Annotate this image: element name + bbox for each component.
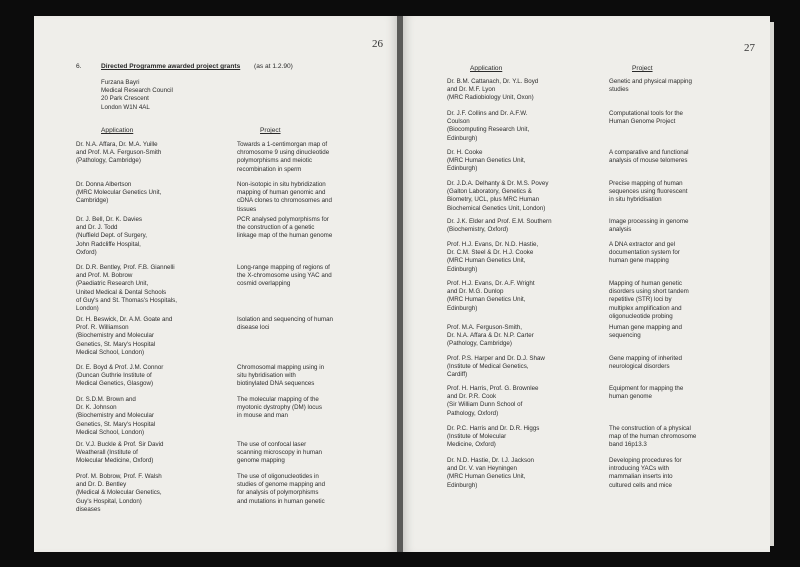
grant-project: Genetic and physical mapping studies: [609, 78, 692, 94]
grant-project: Towards a 1-centimorgan map of chromosome 9 using dinucleotide polymorphisms and meiotic recombination in sperm: [237, 141, 330, 173]
grant-project: A comparative and functional analysis of mouse telomeres: [609, 149, 689, 165]
grant-project: Non-isotopic in situ hybridization mapping of human genomic and cDNA clones to chromosomes and tissues: [237, 181, 332, 213]
grant-applicant: Dr. N.A. Affara, Dr. M.A. Yuille and Prof. M.A. Ferguson-Smith (Pathology, Cambridge): [76, 141, 162, 165]
grant-project: Mapping of human genetic disorders using short tandem repetitive (STR) loci by multiplex amplification and oligonucleotide probing: [609, 280, 689, 320]
grant-project: The construction of a physical map of the human chromosome band 16p13.3: [609, 425, 697, 449]
grant-project: The molecular mapping of the myotonic dystrophy (DM) locus in mouse and man: [237, 396, 322, 420]
grant-project: The use of oligonucleotides in studies of genome mapping and for analysis of polymorphisms and mutations in human genetic: [237, 473, 326, 505]
grant-project: Long-range mapping of regions of the X-chromosome using YAC and cosmid overlapping: [237, 264, 332, 288]
grant-project: The use of confocal laser scanning microscopy in human genome mapping: [237, 441, 322, 465]
grant-project: Computational tools for the Human Genome Project: [609, 110, 683, 126]
grant-project: Human gene mapping and sequencing: [609, 324, 682, 340]
grant-project: PCR analysed polymorphisms for the construction of a genetic linkage map of the human genome: [237, 216, 333, 240]
grant-project: Chromosomal mapping using in situ hybridisation with biotinylated DNA sequences: [237, 364, 325, 388]
grant-project: A DNA extractor and gel documentation system for human gene mapping: [609, 241, 680, 265]
column-header-application-left: Application: [101, 127, 134, 134]
grant-project: Gene mapping of inherited neurological disorders: [609, 355, 682, 371]
grant-applicant: Prof. M.A. Ferguson-Smith, Dr. N.A. Affara & Dr. N.P. Carter (Pathology, Cambridge): [447, 324, 534, 348]
grant-applicant: Dr. J. Bell, Dr. K. Davies and Dr. J. Todd (Nuffield Dept. of Surgery, John Radcliffe Hospital, Oxford): [76, 216, 147, 256]
page-edge: [770, 22, 774, 546]
grant-project: Equipment for mapping the human genome: [609, 385, 684, 401]
grant-applicant: Dr. B.M. Cattanach, Dr. Y.L. Boyd and Dr. M.F. Lyon (MRC Radiobiology Unit, Oxon): [447, 78, 539, 102]
grant-applicant: Dr. Donna Albertson (MRC Molecular Genetics Unit, Cambridge): [76, 181, 162, 205]
grant-project: Isolation and sequencing of human disease loci: [237, 316, 333, 332]
section-number: 6.: [76, 63, 82, 70]
grant-applicant: Dr. P.C. Harris and Dr. D.R. Higgs (Institute of Molecular Medicine, Oxford): [447, 425, 540, 449]
grant-applicant: Prof. H. Harris, Prof. G. Brownlee and Dr. P.R. Cook (Sir William Dunn School of Pathology, Oxford): [447, 385, 539, 417]
grant-applicant: Dr. J.D.A. Delhanty & Dr. M.S. Povey (Galton Laboratory, Genetics & Biometry, UCL, plus MRC Human Biochemical Genetics Unit, London): [447, 180, 549, 212]
grant-applicant: Dr. H. Beswick, Dr. A.M. Goate and Prof. R. Williamson (Biochemistry and Molecular Genetics, St. Mary's Hospital Medical School, London): [76, 316, 173, 356]
column-header-project-left: Project: [260, 127, 281, 134]
grant-applicant: Dr. D.R. Bentley, Prof. F.B. Giannelli and Prof. M. Bobrow (Paediatric Research Unit, United Medical & Dental Schools of Guy's and St. Thomas's Hospitals, London): [76, 264, 177, 313]
grant-applicant: Prof. P.S. Harper and Dr. D.J. Shaw (Institute of Medical Genetics, Cardiff): [447, 355, 545, 379]
section-title: Directed Programme awarded project grants: [101, 63, 241, 70]
page-number-right: 27: [744, 42, 755, 54]
grant-project: Image processing in genome analysis: [609, 218, 689, 234]
grant-project: Precise mapping of human sequences using fluorescent in situ hybridisation: [609, 180, 688, 204]
column-header-application-right: Application: [470, 65, 503, 72]
grant-applicant: Dr. V.J. Buckle & Prof. Sir David Weatherall (Institute of Molecular Medicine, Oxford): [76, 441, 164, 465]
column-header-project-right: Project: [632, 65, 653, 72]
grant-applicant: Dr. E. Boyd & Prof. J.M. Connor (Duncan Guthrie Institute of Medical Genetics, Glasgow): [76, 364, 164, 388]
grant-project: Developing procedures for introducing YACs with mammalian inserts into cultured cells and mice: [609, 457, 682, 489]
contact-address: Furzana Bayri Medical Research Council 20 Park Crescent London W1N 4AL: [101, 79, 173, 111]
grant-applicant: Dr. J.K. Elder and Prof. E.M. Southern (Biochemistry, Oxford): [447, 218, 552, 234]
section-note: (as at 1.2.90): [254, 63, 293, 70]
grant-applicant: Dr. J.F. Collins and Dr. A.F.W. Coulson (Biocomputing Research Unit, Edinburgh): [447, 110, 530, 142]
grant-applicant: Prof. H.J. Evans, Dr. A.F. Wright and Dr. M.G. Dunlop (MRC Human Genetics Unit, Edinburgh): [447, 280, 535, 312]
grant-applicant: Dr. H. Cooke (MRC Human Genetics Unit, Edinburgh): [447, 149, 526, 173]
page-number-left: 26: [372, 38, 383, 50]
grant-applicant: Prof. M. Bobrow, Prof. F. Walsh and Dr. D. Bentley (Medical & Molecular Genetics, Guy's Hospital, London) diseases: [76, 473, 162, 513]
grant-applicant: Dr. N.D. Hastie, Dr. I.J. Jackson and Dr. V. van Heyningen (MRC Human Genetics Unit, Edinburgh): [447, 457, 534, 489]
grant-applicant: Prof. H.J. Evans, Dr. N.D. Hastie, Dr. C.M. Steel & Dr. H.J. Cooke (MRC Human Genetics Unit, Edinburgh): [447, 241, 539, 273]
grant-applicant: Dr. S.D.M. Brown and Dr. K. Johnson (Biochemistry and Molecular Genetics, St. Mary's Hospital Medical School, London): [76, 396, 156, 436]
